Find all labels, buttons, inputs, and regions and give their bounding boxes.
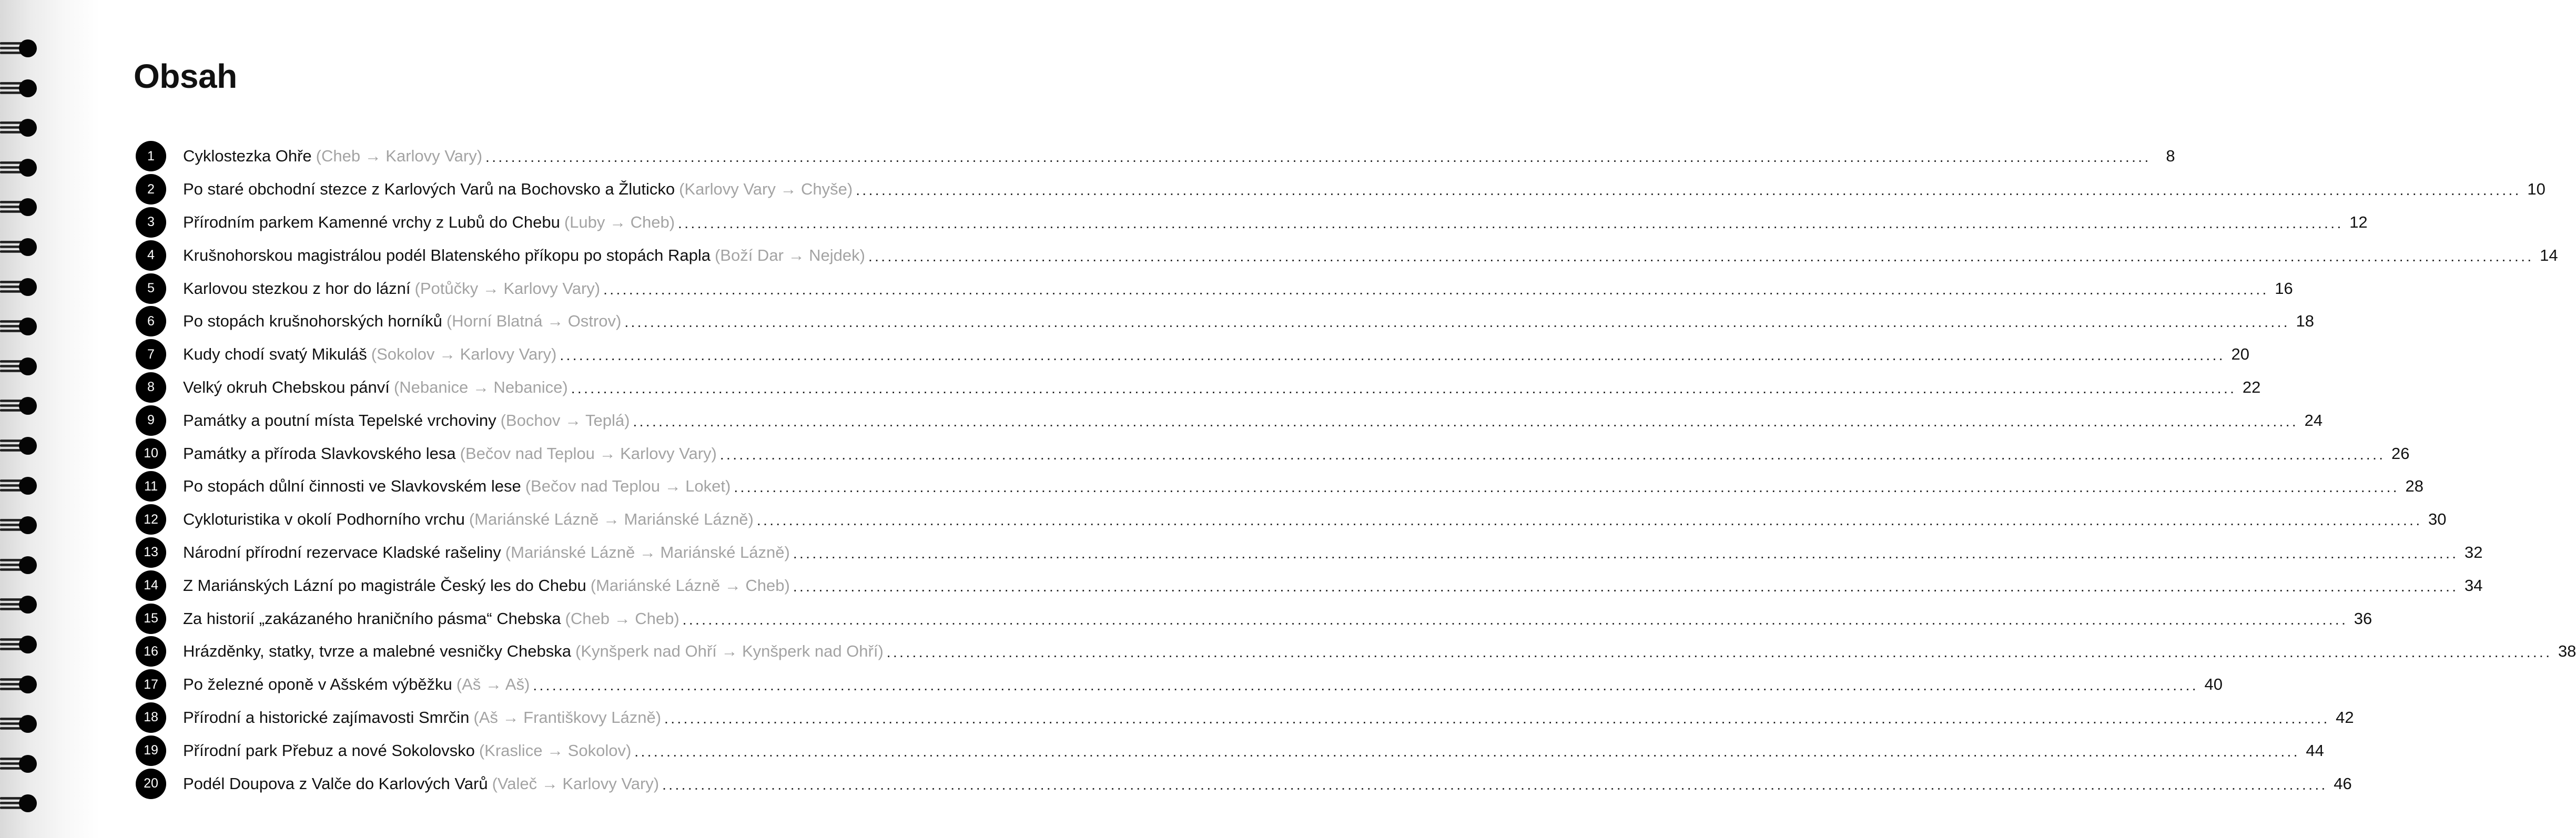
route-title: Kudy chodí svatý Mikuláš	[183, 345, 367, 364]
toc-entry	[183, 536, 2483, 569]
route-title: Cyklostezka Ohře	[183, 147, 312, 166]
route-number-badge: 19	[136, 735, 166, 766]
dot-leader: ....................................................................................................................................................................................................................................................................	[485, 149, 2151, 166]
page-number: 30	[2428, 510, 2447, 529]
dot-leader: ....................................................................................................................................................................................................................................................................	[793, 578, 2459, 595]
route-number-badge: 16	[136, 636, 166, 667]
toc-entry	[183, 635, 2576, 668]
route-start-end: (Bečov nad Teplou → Karlovy Vary)	[460, 444, 717, 463]
binding-hole	[19, 318, 37, 335]
dot-leader: ....................................................................................................................................................................................................................................................................	[793, 545, 2459, 561]
route-start-end: (Kraslice → Sokolov)	[479, 741, 632, 760]
spiral-ring	[0, 277, 39, 298]
toc-entry	[183, 734, 2324, 767]
spiral-ring	[0, 515, 39, 536]
route-number-badge: 10	[136, 438, 166, 469]
route-title: Po železné oponě v Ašském výběžku	[183, 675, 452, 694]
toc-row[interactable]	[136, 602, 2372, 635]
toc-row[interactable]	[136, 734, 2324, 767]
page-number: 34	[2464, 576, 2483, 595]
toc-row[interactable]	[136, 305, 2314, 338]
route-number-badge: 2	[136, 174, 166, 205]
page-number: 46	[2334, 774, 2352, 793]
route-start-end: (Karlovy Vary → Chyše)	[679, 180, 853, 199]
page-number: 38	[2558, 642, 2576, 661]
spiral-ring	[0, 475, 39, 496]
route-title: Krušnohorskou magistrálou podél Blatenského příkopu po stopách Rapla	[183, 246, 711, 264]
toc-entry	[183, 140, 2175, 173]
binding-hole	[19, 159, 37, 177]
binding-hole	[19, 39, 37, 57]
spiral-binding	[0, 0, 42, 838]
route-title: Přírodním parkem Kamenné vrchy z Lubů do Chebu	[183, 212, 560, 231]
route-title: Karlovou stezkou z hor do lázní	[183, 279, 411, 298]
spiral-ring	[0, 634, 39, 655]
route-start-end: (Horní Blatná → Ostrov)	[446, 312, 622, 331]
dot-leader: ....................................................................................................................................................................................................................................................................	[633, 413, 2299, 430]
spiral-ring	[0, 237, 39, 258]
route-start-end: (Nebanice → Nebanice)	[393, 377, 568, 396]
page-number: 22	[2242, 377, 2261, 396]
route-title: Národní přírodní rezervace Kladské rašeliny	[183, 543, 501, 561]
spiral-ring	[0, 356, 39, 377]
spiral-ring	[0, 594, 39, 615]
route-number-badge: 13	[136, 537, 166, 568]
spiral-ring	[0, 753, 39, 774]
route-number-badge: 9	[136, 405, 166, 436]
dot-leader: ....................................................................................................................................................................................................................................................................	[662, 776, 2328, 793]
route-number-badge: 3	[136, 207, 166, 238]
binding-hole	[19, 516, 37, 534]
page-number: 12	[2349, 212, 2368, 231]
route-title: Hrázděnky, statky, tvrze a malebné vesničky Chebska	[183, 642, 571, 661]
dot-leader: ....................................................................................................................................................................................................................................................................	[678, 214, 2344, 231]
toc-entry	[183, 470, 2423, 503]
spiral-ring	[0, 78, 39, 99]
toc-entry	[183, 767, 2352, 800]
route-start-end: (Bečov nad Teplou → Loket)	[525, 477, 731, 496]
route-title: Po stopách důlní činnosti ve Slavkovském lese	[183, 477, 521, 496]
spiral-ring	[0, 316, 39, 337]
toc-entry	[183, 206, 2368, 239]
toc-row[interactable]	[136, 173, 2545, 206]
toc-entry	[183, 173, 2545, 206]
page-number: 26	[2391, 444, 2410, 463]
binding-hole	[19, 119, 37, 137]
toc-row[interactable]	[136, 536, 2483, 569]
route-title: Z Mariánských Lázní po magistrále Český les do Chebu	[183, 576, 586, 595]
route-start-end: (Luby → Cheb)	[564, 212, 675, 231]
page-number: 32	[2464, 543, 2483, 561]
toc-entry	[183, 503, 2447, 536]
route-title: Po stopách krušnohorských horníků	[183, 312, 442, 331]
binding-hole	[19, 596, 37, 614]
route-start-end: (Mariánské Lázně → Mariánské Lázně)	[505, 543, 790, 561]
route-number-badge: 12	[136, 504, 166, 535]
spiral-ring	[0, 38, 39, 59]
binding-hole	[19, 755, 37, 773]
binding-hole	[19, 636, 37, 653]
toc-entry	[183, 404, 2323, 437]
binding-hole	[19, 79, 37, 97]
binding-hole	[19, 676, 37, 693]
toc-entry	[183, 602, 2372, 635]
binding-hole	[19, 794, 37, 812]
toc-entry	[183, 272, 2293, 305]
binding-hole	[19, 397, 37, 415]
toc-row[interactable]	[136, 668, 2223, 701]
toc-row[interactable]	[136, 701, 2354, 734]
toc-row[interactable]	[136, 569, 2483, 602]
spiral-ring	[0, 157, 39, 178]
spiral-ring	[0, 117, 39, 138]
route-start-end: (Sokolov → Karlovy Vary)	[371, 345, 557, 364]
toc-row[interactable]	[136, 140, 2175, 173]
toc-row[interactable]	[136, 404, 2323, 437]
binding-hole	[19, 198, 37, 216]
dot-leader: ....................................................................................................................................................................................................................................................................	[734, 479, 2399, 496]
toc-row[interactable]	[136, 239, 2558, 272]
toc-row[interactable]	[136, 503, 2447, 536]
binding-hole	[19, 278, 37, 296]
route-start-end: (Cheb → Karlovy Vary)	[316, 147, 483, 166]
spiral-ring	[0, 793, 39, 814]
toc-entry	[183, 437, 2410, 470]
page-number: 10	[2527, 180, 2545, 199]
page-number: 36	[2354, 609, 2372, 628]
table-of-contents	[136, 140, 2576, 800]
toc-row[interactable]	[136, 635, 2576, 668]
spiral-ring	[0, 555, 39, 576]
route-number-badge: 14	[136, 570, 166, 601]
spiral-ring	[0, 197, 39, 218]
dot-leader: ....................................................................................................................................................................................................................................................................	[682, 611, 2348, 628]
toc-row[interactable]	[136, 767, 2352, 800]
route-start-end: (Valeč → Karlovy Vary)	[492, 774, 660, 793]
route-number-badge: 5	[136, 273, 166, 304]
route-number-badge: 1	[136, 141, 166, 171]
spiral-ring	[0, 435, 39, 456]
toc-entry	[183, 371, 2261, 404]
dot-leader: ....................................................................................................................................................................................................................................................................	[756, 512, 2422, 529]
binding-hole	[19, 357, 37, 375]
route-number-badge: 15	[136, 604, 166, 634]
dot-leader: ....................................................................................................................................................................................................................................................................	[886, 644, 2552, 661]
page-number: 8	[2166, 147, 2175, 166]
dot-leader: ....................................................................................................................................................................................................................................................................	[664, 710, 2330, 727]
toc-row[interactable]	[136, 338, 2249, 371]
route-number-badge: 11	[136, 471, 166, 502]
toc-row[interactable]	[136, 470, 2423, 503]
page-number: 18	[2296, 312, 2314, 331]
route-start-end: (Aš → Aš)	[456, 675, 530, 694]
toc-entry	[183, 338, 2249, 371]
route-start-end: (Mariánské Lázně → Mariánské Lázně)	[469, 510, 754, 529]
toc-row[interactable]	[136, 437, 2410, 470]
dot-leader: ....................................................................................................................................................................................................................................................................	[533, 677, 2198, 694]
page-number: 16	[2275, 279, 2293, 298]
binding-hole	[19, 715, 37, 733]
binding-hole	[19, 477, 37, 495]
spiral-ring	[0, 395, 39, 416]
route-number-badge: 17	[136, 669, 166, 700]
page-number: 42	[2336, 708, 2354, 727]
route-start-end: (Aš → Františkovy Lázně)	[473, 708, 662, 727]
route-title: Velký okruh Chebskou pánví	[183, 377, 390, 396]
toc-entry	[183, 701, 2354, 734]
spiral-ring	[0, 674, 39, 695]
page-number: 14	[2540, 246, 2558, 264]
binding-hole	[19, 437, 37, 455]
toc-entry	[183, 305, 2314, 338]
page-number: 28	[2405, 477, 2423, 496]
route-title: Po staré obchodní stezce z Karlových Varů na Bochovsko a Žluticko	[183, 180, 675, 199]
route-start-end: (Cheb → Cheb)	[565, 609, 680, 628]
binding-hole	[19, 238, 37, 256]
toc-entry	[183, 569, 2483, 602]
toc-entry	[183, 239, 2558, 272]
route-number-badge: 20	[136, 769, 166, 799]
route-start-end: (Boží Dar → Nejdek)	[714, 246, 865, 264]
dot-leader: ....................................................................................................................................................................................................................................................................	[603, 281, 2269, 298]
page-number: 20	[2231, 345, 2249, 364]
route-title: Přírodní a historické zajímavosti Smrčin	[183, 708, 470, 727]
route-number-badge: 18	[136, 702, 166, 733]
toc-row[interactable]	[136, 206, 2368, 239]
route-title: Za historií „zakázaného hraničního pásma“ Chebska	[183, 609, 561, 628]
route-number-badge: 4	[136, 240, 166, 271]
route-start-end: (Mariánské Lázně → Cheb)	[590, 576, 790, 595]
toc-row[interactable]	[136, 272, 2293, 305]
route-number-badge: 6	[136, 306, 166, 336]
dot-leader: ....................................................................................................................................................................................................................................................................	[634, 743, 2300, 760]
dot-leader: ....................................................................................................................................................................................................................................................................	[624, 314, 2290, 331]
page-number: 40	[2204, 675, 2223, 694]
dot-leader: ....................................................................................................................................................................................................................................................................	[868, 248, 2534, 264]
route-title: Přírodní park Přebuz a nové Sokolovsko	[183, 741, 475, 760]
dot-leader: ....................................................................................................................................................................................................................................................................	[719, 446, 2386, 463]
page-number: 24	[2304, 411, 2323, 430]
route-start-end: (Kynšperk nad Ohří → Kynšperk nad Ohří)	[575, 642, 884, 661]
page-title: Obsah	[134, 57, 237, 95]
route-title: Podél Doupova z Valče do Karlových Varů	[183, 774, 488, 793]
spiral-ring	[0, 713, 39, 734]
route-title: Cykloturistika v okolí Podhorního vrchu	[183, 510, 465, 529]
route-start-end: (Potůčky → Karlovy Vary)	[414, 279, 601, 298]
route-number-badge: 7	[136, 339, 166, 370]
route-title: Památky a poutní místa Tepelské vrchoviny	[183, 411, 496, 430]
route-number-badge: 8	[136, 372, 166, 403]
binding-hole	[19, 556, 37, 574]
page-number: 44	[2306, 741, 2324, 760]
toc-row[interactable]	[136, 371, 2261, 404]
dot-leader: ....................................................................................................................................................................................................................................................................	[856, 182, 2521, 199]
toc-entry	[183, 668, 2223, 701]
dot-leader: ....................................................................................................................................................................................................................................................................	[571, 380, 2237, 396]
route-start-end: (Bochov → Teplá)	[500, 411, 630, 430]
route-title: Památky a příroda Slavkovského lesa	[183, 444, 456, 463]
dot-leader: ....................................................................................................................................................................................................................................................................	[560, 347, 2225, 364]
